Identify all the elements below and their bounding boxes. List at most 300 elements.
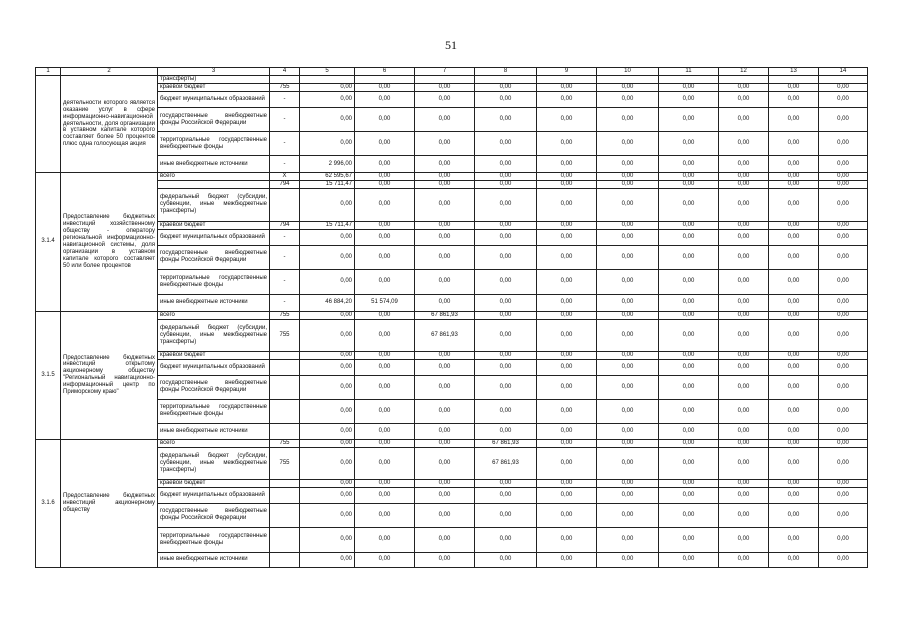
amount-cell: 0,00	[537, 359, 597, 375]
amount-cell: 0,00	[597, 180, 659, 188]
amount-cell: 0,00	[719, 487, 769, 503]
amount-cell: 0,00	[819, 294, 868, 311]
table-row	[36, 229, 868, 245]
amount-cell: 0,00	[475, 375, 537, 399]
amount-cell: 0,00	[300, 245, 355, 269]
amount-cell: 0,00	[355, 84, 415, 92]
amount-cell: 0,00	[537, 156, 597, 173]
amount-cell: 0,00	[537, 527, 597, 552]
amount-cell: 0,00	[537, 503, 597, 527]
kbk-code-cell: -	[270, 132, 300, 156]
amount-cell: 0,00	[537, 108, 597, 132]
item-description: Предоставление бюджетных инвестиций открытому акционерному обществу "Региональный навигационно-информационный центр по Приморскому краю"	[61, 311, 158, 439]
amount-cell: 0,00	[415, 188, 475, 221]
amount-cell: 0,00	[475, 487, 537, 503]
amount-cell: 0,00	[475, 319, 537, 351]
amount-cell	[719, 76, 769, 84]
amount-cell: 0,00	[475, 108, 537, 132]
amount-cell: 0,00	[300, 92, 355, 108]
table-row	[36, 351, 868, 359]
amount-cell: 0,00	[415, 439, 475, 447]
amount-cell: 0,00	[659, 92, 719, 108]
amount-cell: 0,00	[537, 399, 597, 423]
amount-cell: 0,00	[659, 188, 719, 221]
amount-cell: 0,00	[475, 92, 537, 108]
amount-cell: 0,00	[415, 132, 475, 156]
amount-cell: 0,00	[769, 447, 819, 479]
amount-cell: 0,00	[355, 245, 415, 269]
table-row	[36, 359, 868, 375]
funding-source: бюджет муниципальных образований	[158, 229, 270, 245]
amount-cell: 0,00	[769, 245, 819, 269]
amount-cell: 0,00	[769, 439, 819, 447]
amount-cell: 0,00	[300, 375, 355, 399]
amount-cell: 0,00	[475, 479, 537, 487]
amount-cell: 0,00	[415, 180, 475, 188]
amount-cell: 0,00	[597, 84, 659, 92]
amount-cell: 0,00	[719, 319, 769, 351]
amount-cell: 0,00	[769, 527, 819, 552]
funding-source: иные внебюджетные источники	[158, 423, 270, 439]
amount-cell: 0,00	[415, 351, 475, 359]
amount-cell: 0,00	[537, 294, 597, 311]
amount-cell: 0,00	[597, 447, 659, 479]
amount-cell: 0,00	[415, 245, 475, 269]
amount-cell: 0,00	[537, 319, 597, 351]
amount-cell: 0,00	[415, 503, 475, 527]
funding-source: бюджет муниципальных образований	[158, 359, 270, 375]
funding-source: краевой бюджет	[158, 221, 270, 229]
amount-cell: 0,00	[415, 229, 475, 245]
amount-cell: 0,00	[597, 503, 659, 527]
amount-cell: 0,00	[475, 503, 537, 527]
kbk-code-cell	[270, 359, 300, 375]
amount-cell: 0,00	[300, 311, 355, 319]
column-number-5: 5	[300, 68, 355, 76]
funding-source: бюджет муниципальных образований	[158, 487, 270, 503]
amount-cell: 67 861,93	[415, 319, 475, 351]
amount-cell: 0,00	[537, 447, 597, 479]
amount-cell: 0,00	[769, 180, 819, 188]
amount-cell: 0,00	[537, 188, 597, 221]
amount-cell: 0,00	[819, 92, 868, 108]
amount-cell: 0,00	[819, 359, 868, 375]
amount-cell: 0,00	[719, 423, 769, 439]
amount-cell: 0,00	[300, 423, 355, 439]
amount-cell: 0,00	[300, 359, 355, 375]
amount-cell: 0,00	[719, 351, 769, 359]
kbk-code-cell: 755	[270, 319, 300, 351]
amount-cell: 0,00	[659, 375, 719, 399]
funding-source: государственные внебюджетные фонды Российской Федерации	[158, 108, 270, 132]
amount-cell: 0,00	[300, 479, 355, 487]
amount-cell: 0,00	[769, 188, 819, 221]
amount-cell: 0,00	[537, 92, 597, 108]
table-row	[36, 439, 868, 447]
funding-source: краевой бюджет	[158, 84, 270, 92]
amount-cell: 0,00	[355, 269, 415, 294]
amount-cell: 0,00	[355, 479, 415, 487]
amount-cell: 0,00	[719, 399, 769, 423]
funding-source	[158, 180, 270, 188]
amount-cell: 0,00	[769, 319, 819, 351]
amount-cell: 0,00	[355, 375, 415, 399]
amount-cell: 0,00	[475, 173, 537, 181]
amount-cell: 15 711,47	[300, 180, 355, 188]
amount-cell: 0,00	[415, 552, 475, 567]
table-row	[36, 479, 868, 487]
item-code	[36, 76, 61, 173]
table-row	[36, 156, 868, 173]
amount-cell: 0,00	[475, 399, 537, 423]
amount-cell: 0,00	[537, 269, 597, 294]
table-row	[36, 311, 868, 319]
column-number-13: 13	[769, 68, 819, 76]
funding-source: бюджет муниципальных образований	[158, 92, 270, 108]
kbk-code-cell: X	[270, 173, 300, 181]
amount-cell: 0,00	[475, 132, 537, 156]
amount-cell: 0,00	[769, 351, 819, 359]
amount-cell: 0,00	[355, 439, 415, 447]
amount-cell: 0,00	[415, 294, 475, 311]
amount-cell: 0,00	[769, 108, 819, 132]
kbk-code-cell: 755	[270, 447, 300, 479]
amount-cell: 0,00	[819, 552, 868, 567]
kbk-code-cell	[270, 503, 300, 527]
amount-cell: 0,00	[597, 399, 659, 423]
amount-cell: 0,00	[819, 188, 868, 221]
amount-cell: 0,00	[537, 229, 597, 245]
column-number-2: 2	[61, 68, 158, 76]
amount-cell: 0,00	[719, 188, 769, 221]
amount-cell: 0,00	[819, 439, 868, 447]
amount-cell: 0,00	[300, 319, 355, 351]
amount-cell: 0,00	[355, 319, 415, 351]
amount-cell: 0,00	[475, 423, 537, 439]
amount-cell: 0,00	[415, 221, 475, 229]
amount-cell: 0,00	[415, 92, 475, 108]
amount-cell: 0,00	[819, 423, 868, 439]
amount-cell: 0,00	[769, 294, 819, 311]
funding-source: всего	[158, 439, 270, 447]
table-row	[36, 269, 868, 294]
amount-cell: 0,00	[719, 375, 769, 399]
amount-cell: 0,00	[659, 439, 719, 447]
amount-cell: 0,00	[659, 552, 719, 567]
amount-cell: 51 574,09	[355, 294, 415, 311]
amount-cell: 0,00	[659, 447, 719, 479]
amount-cell: 67 861,93	[475, 439, 537, 447]
amount-cell: 0,00	[659, 229, 719, 245]
amount-cell: 0,00	[355, 552, 415, 567]
amount-cell: 0,00	[597, 92, 659, 108]
amount-cell: 0,00	[537, 84, 597, 92]
column-number-9: 9	[537, 68, 597, 76]
amount-cell: 0,00	[769, 479, 819, 487]
kbk-code-cell	[270, 375, 300, 399]
kbk-code-cell: -	[270, 294, 300, 311]
amount-cell: 0,00	[355, 527, 415, 552]
funding-source: государственные внебюджетные фонды Российской Федерации	[158, 503, 270, 527]
funding-source: всего	[158, 173, 270, 181]
table-row	[36, 108, 868, 132]
table-row	[36, 180, 868, 188]
kbk-code-cell: -	[270, 156, 300, 173]
amount-cell: 0,00	[769, 487, 819, 503]
amount-cell	[475, 76, 537, 84]
column-number-6: 6	[355, 68, 415, 76]
amount-cell: 0,00	[597, 359, 659, 375]
amount-cell: 0,00	[719, 503, 769, 527]
amount-cell: 0,00	[475, 359, 537, 375]
table-row	[36, 552, 868, 567]
item-code: 3.1.5	[36, 311, 61, 439]
amount-cell: 0,00	[819, 180, 868, 188]
amount-cell: 0,00	[769, 229, 819, 245]
amount-cell: 0,00	[659, 351, 719, 359]
column-number-4: 4	[270, 68, 300, 76]
amount-cell: 0,00	[537, 439, 597, 447]
amount-cell: 0,00	[769, 552, 819, 567]
kbk-code-cell	[270, 76, 300, 84]
amount-cell: 0,00	[415, 399, 475, 423]
kbk-code-cell	[270, 487, 300, 503]
amount-cell: 15 711,47	[300, 221, 355, 229]
amount-cell: 0,00	[355, 311, 415, 319]
amount-cell: 0,00	[475, 527, 537, 552]
kbk-code-cell: -	[270, 92, 300, 108]
amount-cell: 0,00	[819, 447, 868, 479]
funding-source: федеральный бюджет (субсидии, субвенции, иные межбюджетные трансферты)	[158, 319, 270, 351]
amount-cell: 0,00	[475, 229, 537, 245]
amount-cell: 0,00	[719, 311, 769, 319]
table-row	[36, 487, 868, 503]
amount-cell: 0,00	[597, 479, 659, 487]
item-code: 3.1.4	[36, 173, 61, 312]
amount-cell: 0,00	[300, 108, 355, 132]
amount-cell: 0,00	[659, 294, 719, 311]
amount-cell: 0,00	[819, 221, 868, 229]
funding-source: краевой бюджет	[158, 351, 270, 359]
column-number-8: 8	[475, 68, 537, 76]
column-number-1: 1	[36, 68, 61, 76]
amount-cell: 0,00	[597, 375, 659, 399]
kbk-code-cell: 755	[270, 311, 300, 319]
amount-cell: 0,00	[659, 245, 719, 269]
funding-source: территориальные государственные внебюджетные фонды	[158, 269, 270, 294]
column-number-14: 14	[819, 68, 868, 76]
kbk-code-cell	[270, 399, 300, 423]
amount-cell: 0,00	[597, 156, 659, 173]
amount-cell: 0,00	[597, 351, 659, 359]
kbk-code-cell	[270, 552, 300, 567]
table-row	[36, 319, 868, 351]
amount-cell: 0,00	[819, 351, 868, 359]
column-number-12: 12	[719, 68, 769, 76]
funding-source: всего	[158, 311, 270, 319]
amount-cell: 0,00	[475, 269, 537, 294]
amount-cell: 0,00	[659, 156, 719, 173]
amount-cell: 0,00	[719, 173, 769, 181]
amount-cell	[415, 76, 475, 84]
amount-cell: 0,00	[355, 423, 415, 439]
table-body	[36, 68, 868, 568]
amount-cell: 0,00	[659, 503, 719, 527]
table-row	[36, 132, 868, 156]
funding-source: территориальные государственные внебюджетные фонды	[158, 132, 270, 156]
page-number: 51	[445, 38, 457, 52]
amount-cell: 62 595,67	[300, 173, 355, 181]
amount-cell: 0,00	[719, 84, 769, 92]
amount-cell: 0,00	[819, 311, 868, 319]
table-row	[36, 76, 868, 84]
amount-cell: 0,00	[659, 479, 719, 487]
amount-cell	[355, 76, 415, 84]
amount-cell: 0,00	[719, 479, 769, 487]
funding-source: иные внебюджетные источники	[158, 294, 270, 311]
item-code: 3.1.6	[36, 439, 61, 567]
amount-cell: 0,00	[415, 269, 475, 294]
amount-cell: 0,00	[719, 527, 769, 552]
amount-cell: 0,00	[719, 92, 769, 108]
amount-cell: 0,00	[537, 423, 597, 439]
amount-cell: 0,00	[475, 188, 537, 221]
amount-cell: 0,00	[537, 487, 597, 503]
kbk-code-cell	[270, 527, 300, 552]
amount-cell: 0,00	[355, 487, 415, 503]
amount-cell: 0,00	[719, 269, 769, 294]
amount-cell: 0,00	[300, 527, 355, 552]
funding-source: трансферты)	[158, 76, 270, 84]
amount-cell: 0,00	[769, 269, 819, 294]
amount-cell: 0,00	[659, 269, 719, 294]
amount-cell: 0,00	[300, 84, 355, 92]
amount-cell: 0,00	[597, 221, 659, 229]
amount-cell: 0,00	[819, 527, 868, 552]
amount-cell: 0,00	[597, 132, 659, 156]
kbk-code-cell: 755	[270, 439, 300, 447]
amount-cell: 0,00	[769, 311, 819, 319]
amount-cell: 0,00	[537, 351, 597, 359]
amount-cell: 0,00	[475, 180, 537, 188]
amount-cell: 0,00	[355, 359, 415, 375]
amount-cell: 0,00	[415, 527, 475, 552]
amount-cell: 0,00	[819, 487, 868, 503]
amount-cell: 0,00	[719, 447, 769, 479]
amount-cell: 0,00	[769, 503, 819, 527]
kbk-code-cell	[270, 351, 300, 359]
amount-cell: 0,00	[537, 180, 597, 188]
table-row	[36, 188, 868, 221]
table-row	[36, 221, 868, 229]
amount-cell: 0,00	[597, 245, 659, 269]
amount-cell: 0,00	[769, 375, 819, 399]
amount-cell: 0,00	[819, 375, 868, 399]
table-row	[36, 399, 868, 423]
amount-cell: 46 884,20	[300, 294, 355, 311]
amount-cell: 67 861,93	[475, 447, 537, 479]
amount-cell: 0,00	[659, 221, 719, 229]
amount-cell	[597, 76, 659, 84]
funding-source: территориальные государственные внебюджетные фонды	[158, 399, 270, 423]
amount-cell: 0,00	[597, 108, 659, 132]
amount-cell: 0,00	[355, 447, 415, 479]
amount-cell: 0,00	[300, 447, 355, 479]
amount-cell: 0,00	[475, 311, 537, 319]
amount-cell: 0,00	[355, 221, 415, 229]
kbk-code-cell: -	[270, 269, 300, 294]
kbk-code-cell: -	[270, 229, 300, 245]
amount-cell: 0,00	[819, 399, 868, 423]
amount-cell: 0,00	[769, 132, 819, 156]
amount-cell: 0,00	[659, 180, 719, 188]
amount-cell: 0,00	[475, 221, 537, 229]
amount-cell: 0,00	[597, 552, 659, 567]
amount-cell: 0,00	[300, 269, 355, 294]
funding-source: территориальные государственные внебюджетные фонды	[158, 527, 270, 552]
amount-cell: 0,00	[659, 84, 719, 92]
amount-cell: 0,00	[355, 188, 415, 221]
table-row	[36, 503, 868, 527]
amount-cell: 0,00	[415, 423, 475, 439]
table-row	[36, 173, 868, 181]
amount-cell: 0,00	[719, 229, 769, 245]
amount-cell: 0,00	[300, 487, 355, 503]
funding-source: иные внебюджетные источники	[158, 552, 270, 567]
item-description: Предоставление бюджетных инвестиций хозяйственному обществу - оператору региональной информационно-навигационной системы, доля организации в уставном капитале которого составляет 50 или более процентов	[61, 173, 158, 312]
amount-cell: 0,00	[719, 108, 769, 132]
amount-cell: 0,00	[659, 108, 719, 132]
table-row	[36, 423, 868, 439]
amount-cell: 0,00	[659, 319, 719, 351]
amount-cell: 0,00	[597, 311, 659, 319]
amount-cell: 0,00	[300, 399, 355, 423]
amount-cell: 0,00	[597, 439, 659, 447]
amount-cell: 0,00	[819, 269, 868, 294]
table-row	[36, 92, 868, 108]
amount-cell: 0,00	[597, 423, 659, 439]
amount-cell: 0,00	[355, 132, 415, 156]
amount-cell: 0,00	[819, 319, 868, 351]
amount-cell: 0,00	[475, 156, 537, 173]
amount-cell: 0,00	[537, 245, 597, 269]
amount-cell	[659, 76, 719, 84]
amount-cell: 0,00	[719, 439, 769, 447]
table-row	[36, 375, 868, 399]
amount-cell: 0,00	[597, 487, 659, 503]
amount-cell: 0,00	[537, 552, 597, 567]
amount-cell: 0,00	[769, 221, 819, 229]
amount-cell: 0,00	[719, 552, 769, 567]
amount-cell: 0,00	[415, 447, 475, 479]
kbk-code-cell: -	[270, 245, 300, 269]
amount-cell: 0,00	[719, 221, 769, 229]
table-row	[36, 294, 868, 311]
table-row	[36, 447, 868, 479]
amount-cell: 0,00	[537, 132, 597, 156]
amount-cell: 0,00	[719, 132, 769, 156]
table-row	[36, 84, 868, 92]
amount-cell: 0,00	[415, 173, 475, 181]
amount-cell: 0,00	[300, 351, 355, 359]
amount-cell: 67 861,93	[415, 311, 475, 319]
item-description: Предоставление бюджетных инвестиций акционерному обществу	[61, 439, 158, 567]
kbk-code-cell: -	[270, 108, 300, 132]
amount-cell: 0,00	[300, 439, 355, 447]
amount-cell: 0,00	[597, 188, 659, 221]
funding-source: краевой бюджет	[158, 479, 270, 487]
amount-cell: 0,00	[719, 245, 769, 269]
